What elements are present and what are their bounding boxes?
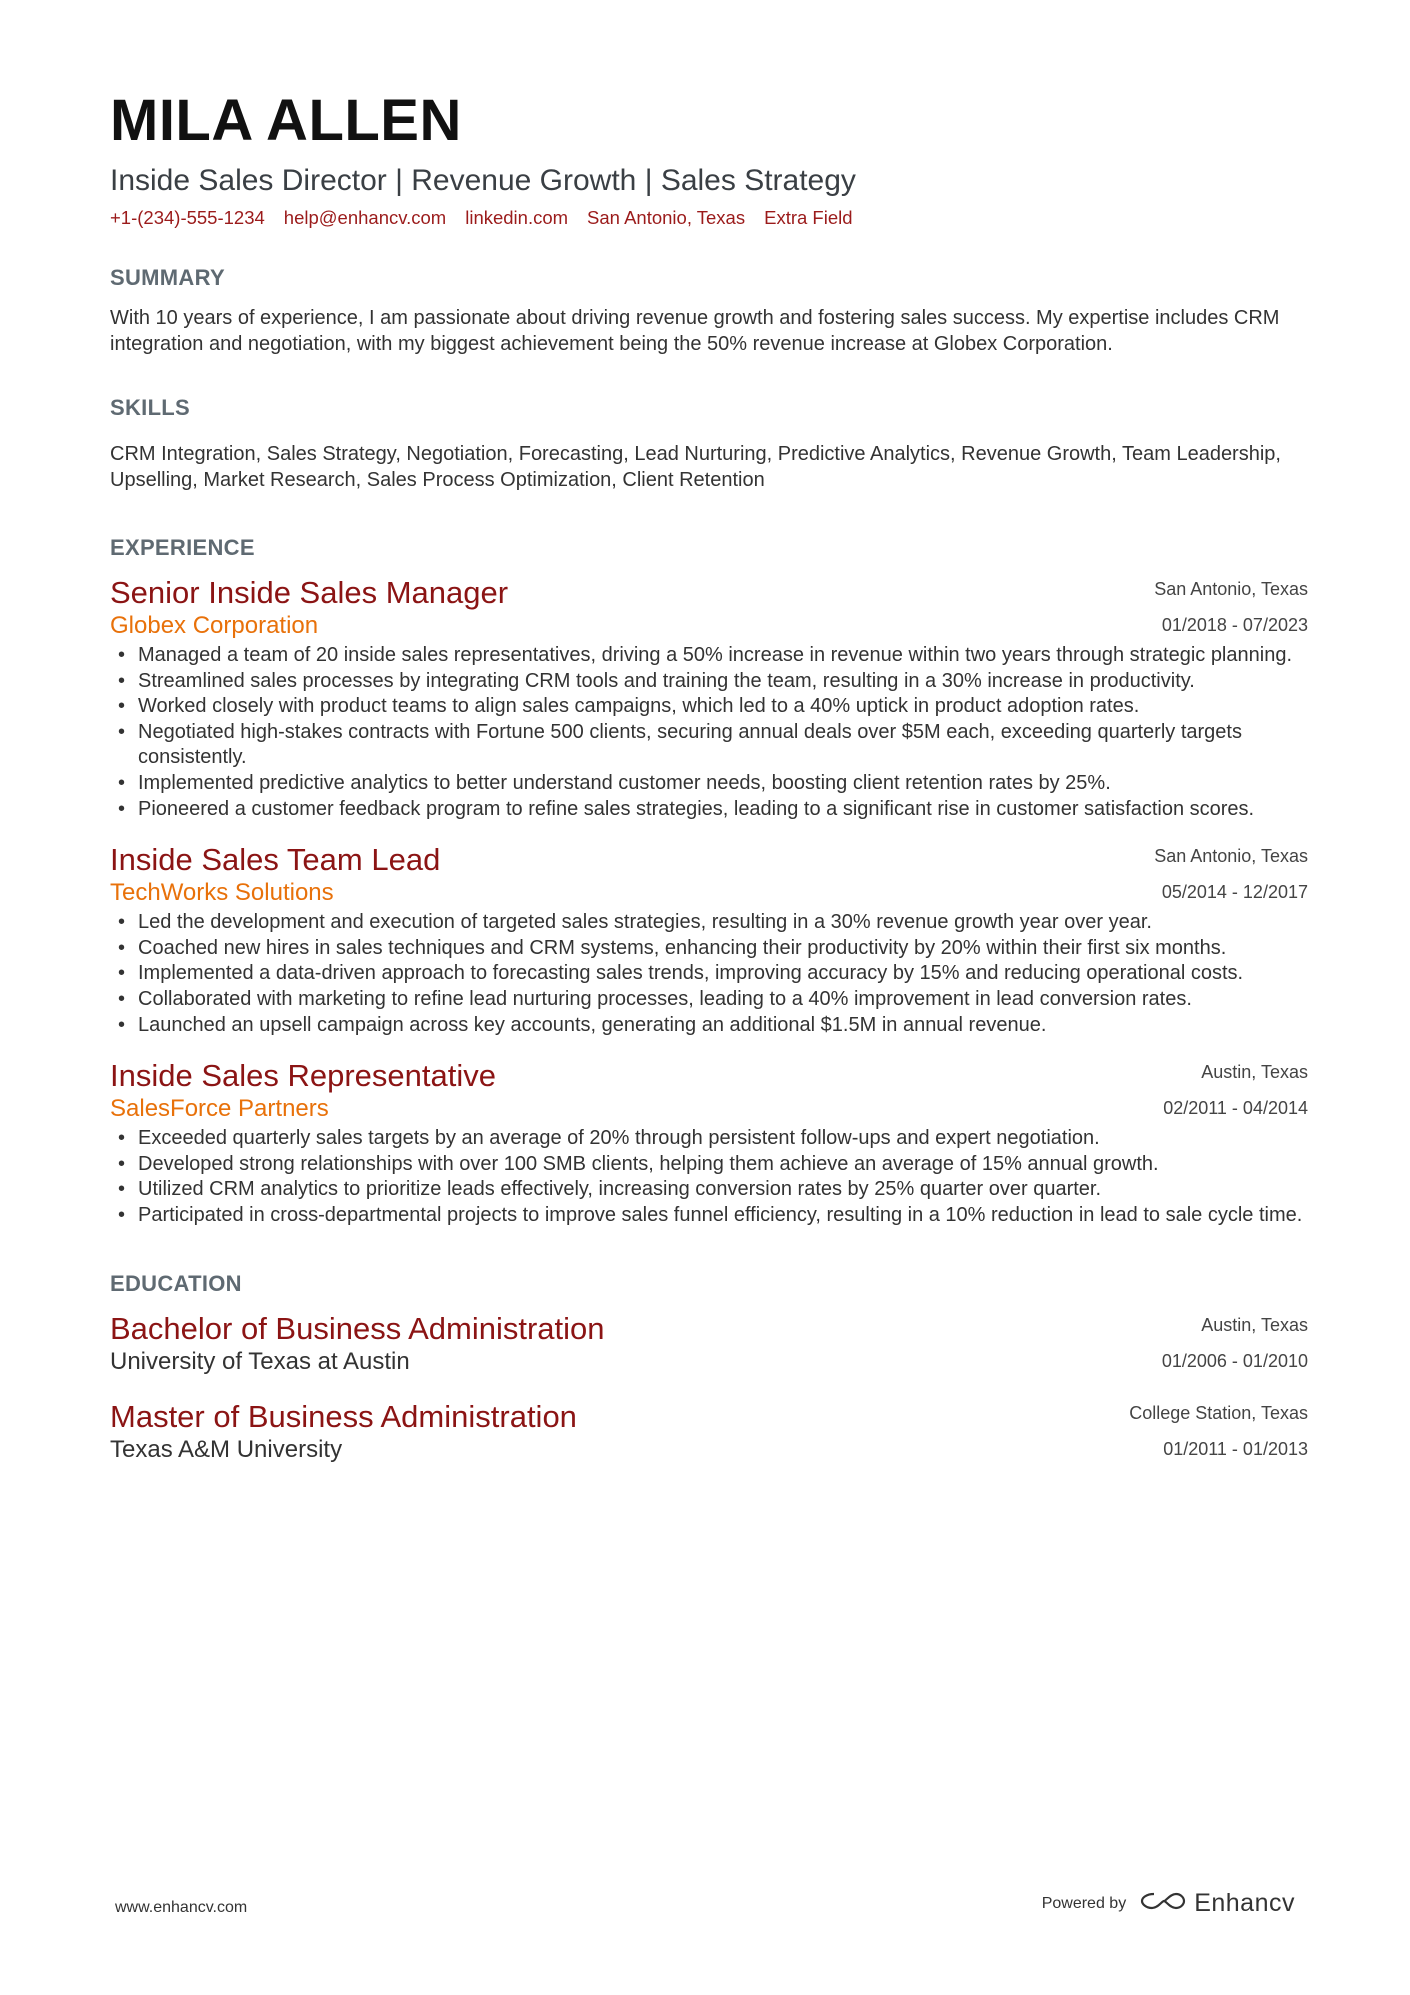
achievement-item: • Collaborated with marketing to refine lead nurturing processes, leading to a 40% improvement in lead conversion rates. — [110, 987, 1308, 1013]
powered-by-label: Powered by — [1041, 1894, 1127, 1912]
achievement-item: • Led the development and execution of targeted sales strategies, resulting in a 30% revenue growth year over year. — [110, 910, 1308, 936]
footer-url[interactable]: www.enhancv.com — [115, 1899, 248, 1916]
contact-linkedin[interactable]: linkedin.com — [465, 207, 569, 228]
contact-phone[interactable]: +1-(234)-555-1234 — [110, 207, 265, 228]
section-title-education: EDUCATION — [110, 1270, 242, 1296]
experience-entry — [110, 1058, 1308, 1228]
experience-entry — [110, 575, 1308, 822]
job-dates: 01/2018 - 07/2023 — [1161, 615, 1308, 635]
job-location: Austin, Texas — [1201, 1062, 1308, 1083]
section-title-skills: SKILLS — [110, 395, 191, 420]
study-dates: 01/2011 - 01/2013 — [1163, 1438, 1308, 1459]
job-dates: 02/2011 - 04/2014 — [1163, 1098, 1308, 1119]
job-dates: 05/2014 - 12/2017 — [1161, 882, 1308, 903]
summary-text: With 10 years of experience, I am passionate about driving revenue growth and fostering sales success. My expertise includes CRM integration and negotiation, with my biggest achievement being the 50% revenue increase at Globex Corporation. — [110, 307, 1280, 355]
achievement-item: • Implemented predictive analytics to better understand customer needs, boosting client retention rates by 25%. — [110, 771, 1308, 797]
company-name: TechWorks Solutions — [110, 879, 334, 907]
contact-location: San Antonio, Texas — [587, 207, 746, 228]
company-name: Globex Corporation — [110, 612, 319, 639]
achievement-item: • Managed a team of 20 inside sales representatives, driving a 50% increase in revenue within two years through strategic planning. — [110, 643, 1308, 669]
achievement-item: • Utilized CRM analytics to prioritize leads effectively, increasing conversion rates by 25% quarter over quarter. — [110, 1177, 1308, 1203]
achievement-item: • Pioneered a customer feedback program to refine sales strategies, leading to a significant rise in customer satisfaction scores. — [110, 797, 1308, 823]
degree-title: Master of Business Administration — [110, 1398, 577, 1434]
achievement-item: • Developed strong relationships with over 100 SMB clients, helping them achieve an average of 15% annual growth. — [110, 1152, 1308, 1178]
education-entry — [110, 1311, 1308, 1379]
school-location: Austin, Texas — [1201, 1314, 1308, 1335]
achievement-item: • Participated in cross-departmental projects to improve sales funnel efficiency, resulting in a 10% reduction in lead to sale cycle time. — [110, 1203, 1308, 1229]
entry-header — [110, 1058, 1308, 1126]
company-name: SalesForce Partners — [110, 1095, 329, 1123]
experience-section — [110, 535, 1308, 1229]
school-location: College Station, Texas — [1129, 1402, 1308, 1423]
achievement-list — [110, 910, 1308, 1038]
section-title-experience: EXPERIENCE — [110, 535, 255, 560]
contact-bar — [110, 207, 1308, 229]
contact-extra-field: Extra Field — [764, 207, 853, 228]
section-title-summary: SUMMARY — [110, 265, 225, 290]
experience-entry — [110, 842, 1308, 1038]
achievement-item: • Exceeded quarterly sales targets by an average of 20% through persistent follow-ups and expert negotiation. — [110, 1126, 1308, 1152]
study-dates: 01/2006 - 01/2010 — [1161, 1350, 1308, 1371]
school-name: University of Texas at Austin — [110, 1347, 410, 1375]
achievement-item: • Negotiated high-stakes contracts with Fortune 500 clients, securing annual deals over $5M each, exceeding quarterly targets consistently. — [110, 720, 1308, 771]
education-entry — [110, 1399, 1308, 1467]
resume-page — [110, 88, 1308, 1467]
education-section — [110, 1271, 1308, 1467]
achievement-item: • Worked closely with product teams to align sales campaigns, which led to a 40% uptick in product adoption rates. — [110, 694, 1308, 720]
entry-header — [110, 575, 1308, 643]
entry-header — [110, 1399, 1308, 1467]
job-location: San Antonio, Texas — [1154, 579, 1308, 599]
achievement-item: • Implemented a data-driven approach to forecasting sales trends, improving accuracy by 15% and reducing operational costs. — [110, 961, 1308, 987]
enhancv-logo-icon — [1140, 1889, 1186, 1918]
brand-logo[interactable] — [1140, 1889, 1295, 1918]
achievement-item: • Coached new hires in sales techniques and CRM systems, enhancing their productivity by 20% within their first six months. — [110, 936, 1308, 962]
job-title: Inside Sales Representative — [110, 1058, 497, 1094]
degree-title: Bachelor of Business Administration — [110, 1310, 605, 1346]
job-title: Senior Inside Sales Manager — [110, 575, 509, 610]
candidate-name: MILA ALLEN — [110, 88, 462, 153]
brand-name: Enhancv — [1194, 1889, 1295, 1917]
achievement-item: • Launched an upsell campaign across key accounts, generating an additional $1.5M in annual revenue. — [110, 1013, 1308, 1039]
page-footer — [115, 1889, 1295, 1925]
candidate-headline: Inside Sales Director | Revenue Growth | Sales Strategy — [110, 164, 856, 197]
entry-header — [110, 1311, 1308, 1379]
contact-email[interactable]: help@enhancv.com — [283, 207, 447, 228]
footer-branding[interactable] — [1042, 1889, 1295, 1918]
job-title: Inside Sales Team Lead — [110, 842, 441, 878]
achievement-item: • Streamlined sales processes by integrating CRM tools and training the team, resulting in a 30% increase in productivity. — [110, 669, 1308, 695]
job-location: San Antonio, Texas — [1154, 846, 1308, 867]
skills-section — [110, 395, 1308, 493]
summary-section — [110, 265, 1308, 357]
achievement-list — [110, 1126, 1308, 1228]
entry-header — [110, 842, 1308, 910]
skills-text: CRM Integration, Sales Strategy, Negotiation, Forecasting, Lead Nurturing, Predictive Analytics, Revenue Growth, Team Leadership, Upselling, Market Research, Sales Process Optimization, Client Retention — [110, 443, 1281, 491]
achievement-list — [110, 643, 1308, 822]
school-name: Texas A&M University — [110, 1435, 343, 1463]
